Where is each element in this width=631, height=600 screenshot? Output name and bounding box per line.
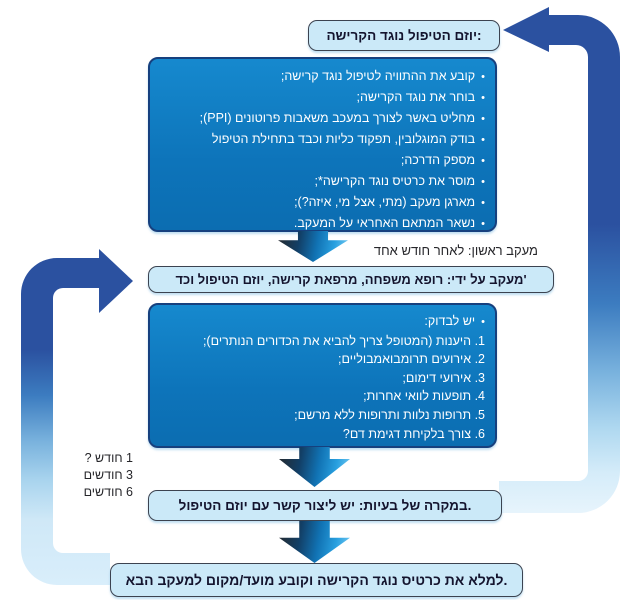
initiator-title-box — [308, 20, 500, 51]
task-text: בוחר את נוגד הקרישה; — [356, 90, 476, 104]
problems-box — [148, 490, 502, 521]
final-box — [110, 563, 523, 597]
bullet-icon: • — [481, 218, 485, 230]
list-item — [158, 87, 485, 108]
list-item — [158, 171, 485, 192]
checklist-box — [148, 303, 497, 448]
right-loop-arrowhead — [503, 7, 549, 52]
list-item — [158, 150, 485, 171]
task-text: מחליט באשר לצורך במעכב משאבות פרוטונים (PPI); — [199, 111, 476, 125]
list-item — [158, 192, 485, 213]
checklist-header — [158, 312, 485, 332]
bullet-icon: • — [481, 176, 485, 188]
checklist-item: 5. תרופות נלוות ותרופות ללא מרשם; — [294, 407, 485, 422]
bullet-icon: • — [481, 71, 485, 83]
followup-by-box — [148, 266, 554, 293]
followup-by-label: מעקב על ידי: רופא משפחה, מרפאת קרישה, יוזם הטיפול וכד' — [175, 272, 527, 287]
task-text: מוסר את כרטיס נוגד הקרישה*; — [314, 174, 476, 188]
checklist-item: 3. אירועי דימום; — [402, 370, 485, 385]
task-text: קובע את ההתוויה לטיפול נוגד קרישה; — [280, 69, 476, 83]
bullet-icon: • — [481, 134, 485, 146]
interval-labels — [55, 450, 133, 501]
list-item — [158, 66, 485, 87]
interval-label: 6 חודשים — [83, 485, 133, 499]
bullet-icon: • — [481, 155, 485, 167]
task-text: בודק המוגלובין, תפקוד כליות וכבד בתחילת הטיפול — [211, 132, 476, 146]
left-loop-arrowhead — [99, 249, 133, 313]
left-loop-arrow — [21, 249, 133, 585]
right-loop-arrow — [499, 7, 620, 513]
bullet-icon: • — [481, 113, 485, 125]
interval-label: 1 חודש ? — [84, 451, 133, 465]
task-text: נשאר המתאם האחראי על המעקב. — [293, 216, 476, 230]
checklist-item: 4. תופעות לוואי אחרות; — [363, 389, 485, 404]
problems-label: במקרה של בעיות: יש ליצור קשר עם יוזם הטיפול. — [178, 498, 472, 513]
initiator-title-label: יוזם הטיפול נוגד הקרישה: — [326, 28, 482, 43]
task-text: מארגן מעקב (מתי, אצל מי, איזה?); — [294, 195, 476, 209]
bullet-icon: • — [481, 316, 485, 328]
first-followup-label: מעקב ראשון: לאחר חודש אחד — [373, 243, 538, 258]
final-label: למלא את כרטיס נוגד הקרישה וקובע מועד/מקום למעקב הבא. — [125, 572, 508, 588]
list-item — [158, 129, 485, 150]
initiator-tasks-box — [148, 57, 497, 232]
checklist-item: 6. צורך בלקיחת דגימת דם? — [342, 426, 485, 441]
bullet-icon: • — [481, 197, 485, 209]
list-item — [158, 213, 485, 234]
interval-label: 3 חודשים — [83, 468, 133, 482]
bullet-icon: • — [481, 92, 485, 104]
task-text: מספק הדרכה; — [400, 153, 476, 167]
checklist-item: 1. היענות (המטופל צריך להביא את הכדורים הנותרים); — [202, 333, 485, 348]
checklist-item: 2. אירועים תרומבואמבוליים; — [338, 352, 485, 367]
checklist-header-text: יש לבדוק: — [424, 314, 476, 328]
list-item — [158, 108, 485, 129]
